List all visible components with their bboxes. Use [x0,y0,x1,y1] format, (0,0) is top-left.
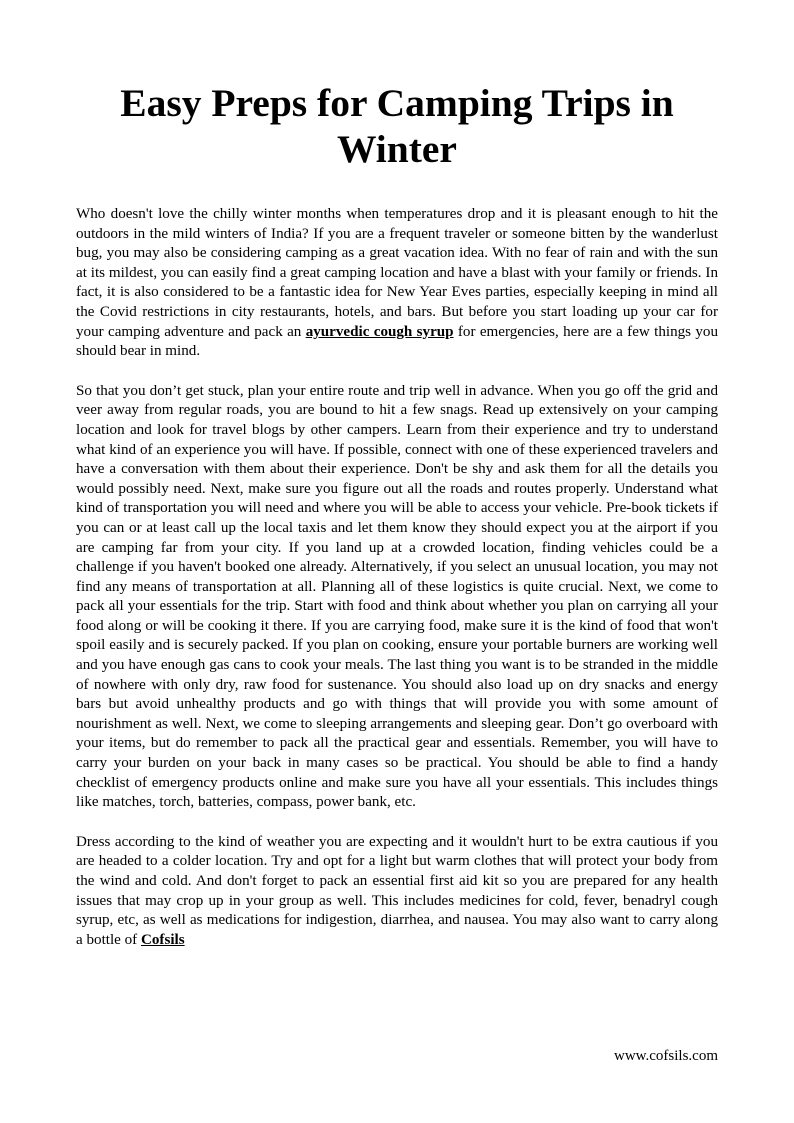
article-body [76,205,718,950]
paragraph-planning: So that you don’t get stuck, plan your entire route and trip well in advance. When you go off the grid and veer away from regular roads, you are bound to hit a few snags. Read up extensively on your camping location and look for travel blogs by other campers. Learn from their experience and try to understand what kind of an experience you will have. If possible, connect with one of these experienced travelers and have a conversation with them about their experience. Don't be shy and ask them for all the details you would possibly need. Next, make sure you figure out all the roads and routes properly. Understand what kind of transportation you will need and where you will be able to access your vehicle. Pre-book tickets if you can or at least call up the local taxis and let them know they should expect you at the airport if you are camping far from your city. If you land up at a crowded location, finding vehicles could be a challenge if you haven't booked one already. Alternatively, if you select an unusual location, you may not find any means of transportation at all. Planning all of these logistics is quite crucial. Next, we come to pack all your essentials for the trip. Start with food and think about whether you plan on carrying all your food along or will be cooking it there. If you are carrying food, make sure it is the kind of food that won't spoil easily and is securely packed. If you plan on cooking, ensure your portable burners are working well and you have enough gas cans to cook your meals. The last thing you want is to be stranded in the middle of nowhere with only dry, raw food for sustenance. You should also load up on dry snacks and energy bars but avoid unhealthy products and go with things that will provide you with some amount of nourishment as well. Next, we come to sleeping arrangements and sleeping gear. Don’t go overboard with your items, but do remember to pack all the practical gear and essentials. Remember, you will have to carry your burden on your back in many cases so be practical. You should be able to find a handy checklist of emergency products online and make sure you have all your essentials. This includes things like matches, torch, batteries, compass, power bank, etc. [76,382,718,811]
footer-url: www.cofsils.com [613,1048,718,1064]
page-title: Easy Preps for Camping Trips in Winter [120,81,674,171]
paragraph-intro-tail: for emergencies, here are a few things you should bear in mind. [76,323,719,360]
ayurvedic-cough-syrup-link[interactable]: ayurvedic cough syrup [305,323,454,340]
paragraph-intro-text: Who doesn't love the chilly winter months when temperatures drop and it is pleasant enough to hit the outdoors in the mild winters of India? If you are a frequent traveler or someone bitten by the wanderlust bug, you may also be considering camping as a great vacation idea. With no fear of rain and with the sun at its mildest, you can easily find a great camping location and have a blast with your family or friends. In fact, it is also considered to be a fantastic idea for New Year Eves parties, especially keeping in mind all the Covid restrictions in city restaurants, hotels, and bars. But before you start loading up your car for your camping adventure and pack an [76,206,718,340]
cofsils-link[interactable]: Cofsils [140,931,185,948]
paragraph-clothing-text: Dress according to the kind of weather you are expecting and it wouldn't hurt to be extra cautious if you are headed to a colder location. Try and opt for a light but warm clothes that will protect your body from the wind and cold. And don't forget to pack an essential first aid kit so you are prepared for any health issues that may crop up in your group as well. This includes medicines for cold, fever, benadryl cough syrup, etc, as well as medications for indigestion, diarrhea, and nausea. You may also want to carry along a bottle of [76,833,718,948]
paragraph-clothing [76,833,718,951]
paragraph-intro [76,205,718,362]
